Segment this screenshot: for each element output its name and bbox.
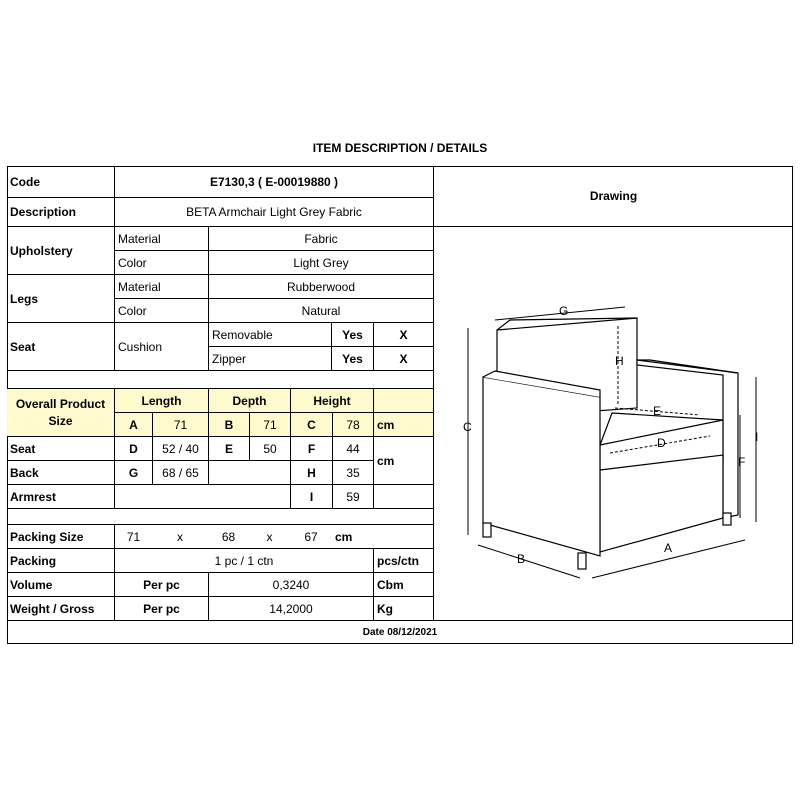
armrest-unit-blank <box>373 484 433 508</box>
legs-material-label: Material <box>114 274 208 298</box>
packing-size-width: 68 <box>208 524 249 548</box>
description-value: BETA Armchair Light Grey Fabric <box>114 197 433 226</box>
a-value: 71 <box>152 412 208 436</box>
removable-mark: X <box>373 322 433 346</box>
packing-size-length: 71 <box>114 524 152 548</box>
code-value: E7130,3 ( E-00019880 ) <box>114 166 433 197</box>
legs-color: Natural <box>208 298 433 322</box>
leg-front-right <box>578 553 586 569</box>
volume-label: Volume <box>7 572 114 596</box>
code-label: Code <box>10 174 40 189</box>
d-letter: D <box>114 436 152 460</box>
upholstery-material: Fabric <box>208 226 433 250</box>
packing-size-unit: cm <box>332 524 433 548</box>
drawing-letter-i: I <box>755 430 759 444</box>
drawing-letter-g: G <box>559 304 569 318</box>
overall-size-label: Overall Product Size <box>7 388 114 436</box>
packing-size-label: Packing Size <box>7 524 114 548</box>
weight-label: Weight / Gross <box>7 596 114 620</box>
weight-unit: Kg <box>373 596 433 620</box>
left-armrest <box>483 377 600 556</box>
drawing-letter-b: B <box>517 552 526 566</box>
seat-dim-label: Seat <box>7 436 114 460</box>
upholstery-color: Light Grey <box>208 250 433 274</box>
unit-cm-2: cm <box>373 436 433 484</box>
back-blank <box>208 460 290 484</box>
drawing-header: Drawing <box>433 166 793 226</box>
zipper-mark: X <box>373 346 433 370</box>
i-letter: I <box>290 484 332 508</box>
legs-label: Legs <box>7 274 114 322</box>
a-letter: A <box>114 412 152 436</box>
h-value: 35 <box>332 460 373 484</box>
volume-per: Per pc <box>114 572 208 596</box>
date-footer: Date 08/12/2021 <box>7 620 793 644</box>
upholstery-material-label: Material <box>114 226 208 250</box>
leg-back-right <box>723 513 731 525</box>
h-letter: H <box>290 460 332 484</box>
armchair-drawing <box>433 226 793 620</box>
b-value: 71 <box>249 412 290 436</box>
drawing-letter-a: A <box>664 541 673 555</box>
d-value: 52 / 40 <box>152 436 208 460</box>
packing-value: 1 pc / 1 ctn <box>114 548 373 572</box>
b-letter: B <box>208 412 249 436</box>
unit-cm-1: cm <box>373 412 433 436</box>
header-blank <box>373 388 433 412</box>
zipper-label: Zipper <box>208 346 331 370</box>
seat-type: Cushion <box>114 322 208 370</box>
leg-front-left <box>483 523 491 537</box>
armrest-blank <box>114 484 290 508</box>
zipper-value: Yes <box>331 346 373 370</box>
back-dim-label: Back <box>7 460 114 484</box>
packing-label: Packing <box>7 548 114 572</box>
packing-unit: pcs/ctn <box>373 548 433 572</box>
dim-b-line <box>478 545 580 578</box>
volume-value: 0,3240 <box>208 572 373 596</box>
drawing-letter-c: C <box>463 420 472 434</box>
packing-size-height: 67 <box>290 524 332 548</box>
packing-size-x2: x <box>249 524 290 548</box>
description-label: Description <box>7 197 114 226</box>
upholstery-label: Upholstery <box>7 226 114 274</box>
weight-value: 14,2000 <box>208 596 373 620</box>
c-value: 78 <box>332 412 373 436</box>
weight-per: Per pc <box>114 596 208 620</box>
spacer-row-2 <box>7 508 433 524</box>
seat-label: Seat <box>7 322 114 370</box>
removable-label: Removable <box>208 322 331 346</box>
drawing-letter-e: E <box>653 404 662 418</box>
removable-value: Yes <box>331 322 373 346</box>
legs-color-label: Color <box>114 298 208 322</box>
front-base <box>600 455 723 552</box>
f-letter: F <box>290 436 332 460</box>
i-value: 59 <box>332 484 373 508</box>
legs-material: Rubberwood <box>208 274 433 298</box>
e-letter: E <box>208 436 249 460</box>
g-value: 68 / 65 <box>152 460 208 484</box>
packing-size-x1: x <box>152 524 208 548</box>
e-value: 50 <box>249 436 290 460</box>
drawing-letter-h: H <box>615 354 624 368</box>
g-letter: G <box>114 460 152 484</box>
drawing-letter-f: F <box>738 455 746 469</box>
f-value: 44 <box>332 436 373 460</box>
drawing-letter-d: D <box>657 436 666 450</box>
spacer-row <box>7 370 433 388</box>
length-header: Length <box>114 388 208 412</box>
sheet-title: ITEM DESCRIPTION / DETAILS <box>312 141 488 155</box>
armrest-dim-label: Armrest <box>7 484 114 508</box>
volume-unit: Cbm <box>373 572 433 596</box>
upholstery-color-label: Color <box>114 250 208 274</box>
c-letter: C <box>290 412 332 436</box>
depth-header: Depth <box>208 388 290 412</box>
drawing-area <box>433 226 793 620</box>
height-header: Height <box>290 388 373 412</box>
